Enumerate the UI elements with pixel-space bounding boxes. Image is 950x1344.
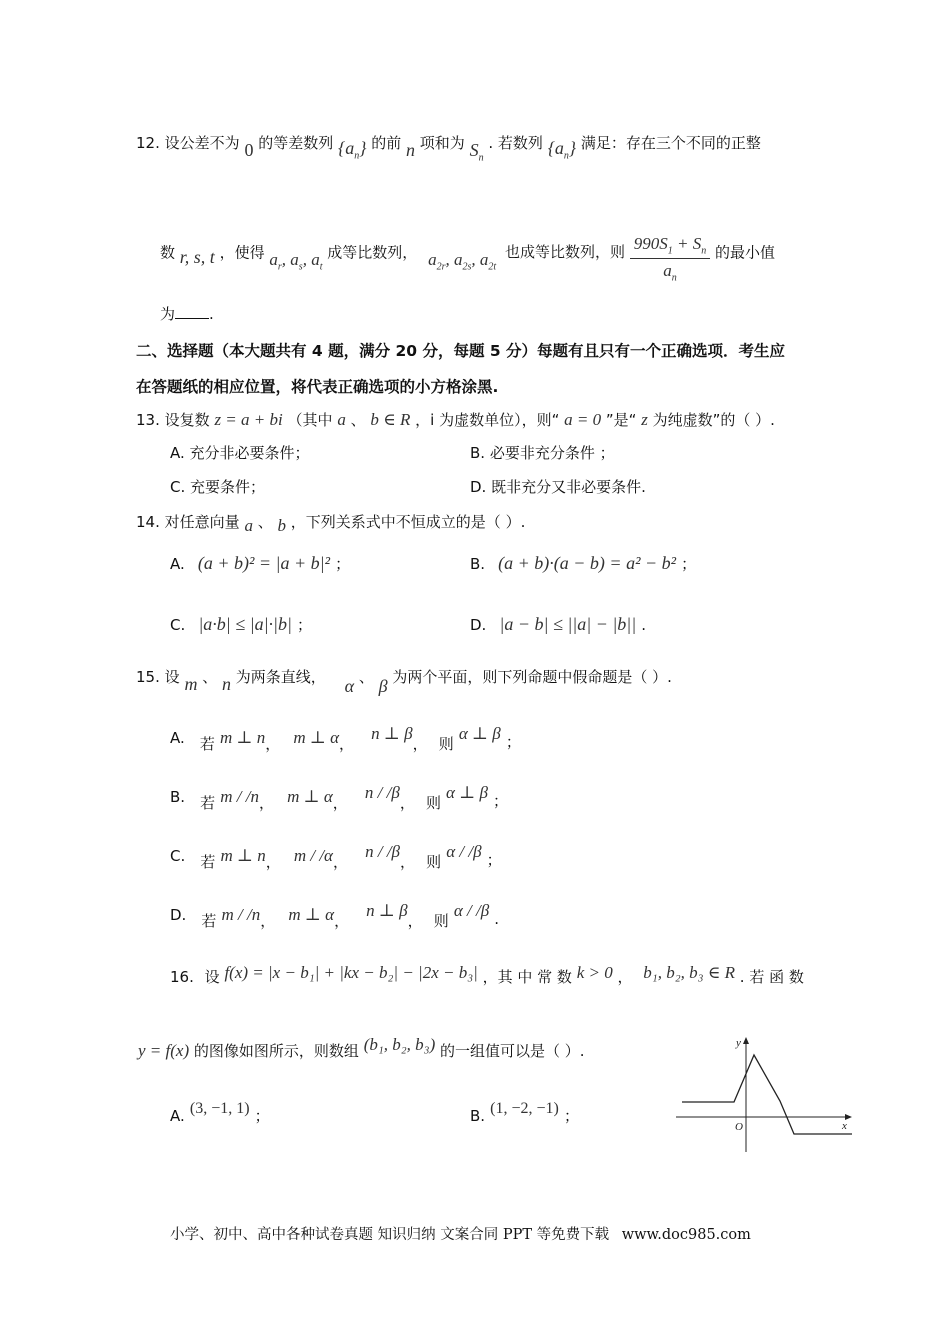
option-label: A. bbox=[170, 555, 185, 573]
function-curve bbox=[682, 1055, 852, 1134]
q16-stem-line1 bbox=[170, 963, 804, 987]
option-label: A. bbox=[170, 1107, 185, 1125]
option-math: α / /β bbox=[446, 842, 482, 861]
q16-number: 16. bbox=[170, 968, 194, 986]
option-label: B. bbox=[470, 1107, 486, 1125]
option-math: m ⊥ α bbox=[288, 905, 335, 924]
option-math: m / /n bbox=[221, 905, 261, 924]
q12-line2 bbox=[160, 228, 776, 284]
section-2-heading-line2: 在答题纸的相应位置，将代表正确选项的小方格涂黑. bbox=[136, 378, 499, 396]
option-end: ； bbox=[681, 555, 697, 573]
q14-option-a[interactable] bbox=[170, 553, 350, 574]
q16-option-a[interactable] bbox=[170, 1097, 270, 1125]
option-end: . bbox=[641, 616, 647, 634]
option-text: 则 bbox=[426, 853, 442, 871]
q15-number: 15. bbox=[136, 668, 160, 686]
q14-option-d[interactable] bbox=[470, 614, 646, 635]
q13-option-d[interactable]: D. 既非充分又非必要条件. bbox=[470, 478, 646, 496]
q16-text: . 若 函 数 bbox=[739, 968, 804, 986]
section-2-heading-line1: 二、选择题（本大题共有 4 题，满分 20 分，每题 5 分）每题有且只有一个正确选项．考生应 bbox=[136, 342, 786, 360]
option-label: A. bbox=[170, 729, 185, 747]
q12-math-an: $\{a_n\}$ bbox=[338, 138, 367, 162]
q12-text: ，使得 bbox=[219, 243, 265, 262]
option-comma: ， bbox=[332, 853, 348, 871]
option-end: ； bbox=[493, 792, 509, 810]
option-comma: ， bbox=[399, 794, 415, 812]
q12-math-an2: $\{a_n\}$ bbox=[547, 138, 577, 162]
q13-math-zz: z bbox=[641, 410, 648, 429]
q14-text: ，下列关系式中不恒成立的是（ ）. bbox=[290, 513, 526, 531]
option-math: m / /α bbox=[293, 846, 333, 865]
q14-option-c[interactable] bbox=[170, 614, 312, 635]
option-text: 则 bbox=[425, 794, 441, 812]
q13-math-a0: a = 0 bbox=[564, 410, 602, 429]
q16-math-k: k > 0 bbox=[576, 963, 613, 982]
q15-text: 为两条直线， bbox=[235, 668, 326, 686]
q16-option-b[interactable] bbox=[470, 1097, 579, 1125]
option-math: (1, −2, −1) bbox=[490, 1100, 559, 1117]
option-end: . bbox=[494, 910, 500, 928]
q12-number: 12. bbox=[136, 134, 160, 152]
q14-math-b: b bbox=[277, 516, 287, 535]
q15-text: 为两个平面，则下列命题中假命题是（ ）. bbox=[392, 668, 672, 686]
graph-origin-label: O bbox=[735, 1121, 743, 1133]
q15-option-a[interactable] bbox=[170, 724, 521, 753]
option-math: (a + b)·(a − b) = a² − b² bbox=[498, 553, 677, 573]
option-math: |a − b| ≤ ||a| − |b|| bbox=[499, 614, 637, 634]
q16-text: ， bbox=[617, 968, 633, 986]
option-end: ； bbox=[297, 616, 313, 634]
q16-math-f: f(x) = |x − b₁| + |kx − b₂| − |2x − b₃| bbox=[224, 963, 478, 982]
option-text: 若 bbox=[200, 853, 216, 871]
q16-math-tuple: (b₁, b₂, b₃) bbox=[363, 1035, 436, 1054]
option-math: (3, −1, 1) bbox=[189, 1100, 250, 1117]
q13-option-a[interactable]: A. 充分非必要条件； bbox=[170, 444, 310, 462]
option-end: ； bbox=[254, 1107, 270, 1125]
option-math: m ⊥ α bbox=[287, 787, 333, 806]
option-end: ； bbox=[563, 1107, 579, 1125]
q12-math-a2r-a2s-a2t: $a_{2r}$, $a_{2s}$, $a_{2t}$ bbox=[428, 250, 497, 273]
option-end: ； bbox=[486, 851, 502, 869]
q14-number: 14. bbox=[136, 513, 160, 531]
option-text: 若 bbox=[199, 735, 215, 753]
q15-stem bbox=[136, 666, 672, 696]
option-math: α ⊥ β bbox=[458, 724, 501, 743]
q12-text: 的前 bbox=[371, 134, 402, 152]
q12-line1 bbox=[136, 132, 761, 164]
q12-text: 数 bbox=[160, 243, 176, 262]
footer-url[interactable]: www.doc985.com bbox=[621, 1227, 751, 1243]
q12-text: 成等比数列， bbox=[327, 243, 418, 262]
option-end: ； bbox=[335, 555, 351, 573]
option-math: (a + b)² = |a + b|² bbox=[197, 553, 330, 573]
answer-blank[interactable] bbox=[175, 304, 209, 319]
option-comma: ， bbox=[407, 912, 423, 930]
option-label: D. bbox=[170, 906, 187, 924]
q16-stem-line2 bbox=[138, 1035, 585, 1061]
q16-text: 的一组值可以是（ ）. bbox=[440, 1042, 585, 1060]
q12-text: 也成等比数列，则 bbox=[504, 243, 625, 262]
q13-text: ”是“ bbox=[605, 411, 637, 429]
option-label: B. bbox=[470, 555, 486, 573]
q16-math-y: y = f(x) bbox=[138, 1041, 190, 1060]
option-math: n / /β bbox=[364, 783, 400, 802]
option-math: n / /β bbox=[365, 842, 401, 861]
q13-math-b: b ∈ R bbox=[370, 410, 411, 429]
option-end: ； bbox=[505, 733, 521, 751]
option-comma: ， bbox=[259, 794, 275, 812]
q12-math-n: n bbox=[406, 140, 415, 160]
option-math: α ⊥ β bbox=[446, 783, 488, 802]
q13-text: 设复数 bbox=[164, 411, 210, 429]
q12-text: 的等差数列 bbox=[258, 134, 334, 152]
option-math: m ⊥ n bbox=[220, 846, 266, 865]
q12-text: . bbox=[209, 305, 214, 323]
q14-text: 对任意向量 bbox=[164, 513, 240, 531]
q12-line3 bbox=[160, 303, 214, 324]
q15-math-m: m bbox=[184, 674, 198, 694]
q16-text: 设 bbox=[204, 968, 220, 986]
q15-text: 、 bbox=[358, 668, 374, 686]
q12-math-fraction: $\frac{990S_1 + S_n}{a_n}$ bbox=[630, 234, 710, 284]
q13-math-z: z = a + bi bbox=[214, 410, 283, 429]
graph-y-label: y bbox=[736, 1037, 741, 1049]
option-label: C. bbox=[170, 847, 186, 865]
footer-text: 小学、初中、高中各种试卷真题 知识归纳 文案合同 PPT 等免费下载 bbox=[170, 1227, 610, 1243]
q13-text: ，i 为虚数单位），则“ bbox=[415, 411, 560, 429]
y-axis-arrow bbox=[743, 1037, 749, 1044]
option-label: B. bbox=[170, 788, 186, 806]
q13-option-b[interactable]: B. 必要非充分条件 ； bbox=[470, 444, 615, 462]
q15-math-alpha: α bbox=[344, 676, 355, 696]
q13-stem bbox=[136, 409, 775, 430]
option-comma: ， bbox=[339, 735, 355, 753]
q14-math-a: a bbox=[244, 516, 253, 535]
q15-math-n: n bbox=[222, 674, 232, 694]
footer-advert bbox=[170, 1223, 751, 1244]
q13-text: 为纯虚数”的（ ）. bbox=[652, 411, 775, 429]
q14-option-b[interactable] bbox=[470, 553, 696, 574]
option-math: m ⊥ α bbox=[293, 728, 340, 747]
option-comma: ， bbox=[332, 794, 348, 812]
option-comma: ， bbox=[334, 912, 350, 930]
q13-text: （其中 bbox=[287, 411, 333, 429]
option-math: m ⊥ n bbox=[219, 728, 266, 747]
q16-math-b: b₁, b₂, b₃ ∈ R bbox=[643, 963, 735, 982]
option-text: 若 bbox=[200, 794, 216, 812]
option-math: m / /n bbox=[220, 787, 259, 806]
option-comma: ， bbox=[265, 735, 281, 753]
option-comma: ， bbox=[260, 912, 276, 930]
option-comma: ， bbox=[265, 853, 281, 871]
q12-text: 设公差不为 bbox=[164, 134, 240, 152]
q12-math-ar-as-at: $a_r$, $a_s$, $a_t$ bbox=[269, 250, 323, 273]
q12-text: 为 bbox=[160, 305, 176, 323]
option-math: n ⊥ β bbox=[371, 724, 413, 743]
option-comma: ， bbox=[412, 735, 428, 753]
q12-math-rst: r, s, t bbox=[179, 247, 215, 268]
option-text: 则 bbox=[438, 735, 454, 753]
option-comma: ， bbox=[400, 853, 416, 871]
q12-math-sn: $S_n$ bbox=[469, 140, 484, 164]
q12-text: . 若数列 bbox=[488, 134, 543, 152]
q15-math-beta: β bbox=[378, 676, 388, 696]
option-math: |a·b| ≤ |a|·|b| bbox=[198, 614, 292, 634]
option-text: 若 bbox=[201, 912, 217, 930]
option-math: n ⊥ β bbox=[366, 901, 408, 920]
q12-text: 的最小值 bbox=[715, 243, 776, 262]
q15-option-d[interactable] bbox=[170, 901, 500, 930]
q15-text: 、 bbox=[202, 668, 218, 686]
q16-text: 的图像如图所示，则数组 bbox=[193, 1042, 359, 1060]
option-label: D. bbox=[470, 616, 487, 634]
option-label: C. bbox=[170, 616, 186, 634]
q15-option-c[interactable] bbox=[170, 842, 502, 871]
q14-text: 、 bbox=[257, 513, 273, 531]
q15-option-b[interactable] bbox=[170, 783, 509, 812]
q15-text: 设 bbox=[164, 668, 180, 686]
graph-x-label: x bbox=[842, 1120, 847, 1132]
q13-number: 13. bbox=[136, 411, 160, 429]
q16-function-graph bbox=[676, 1034, 856, 1154]
q13-text: 、 bbox=[350, 411, 366, 429]
q13-math-a: a bbox=[337, 410, 346, 429]
q16-text: ，其 中 常 数 bbox=[482, 968, 572, 986]
option-text: 则 bbox=[433, 912, 449, 930]
q12-math-zero: 0 bbox=[244, 140, 254, 160]
q14-stem bbox=[136, 511, 526, 535]
q13-option-c[interactable]: C. 充要条件； bbox=[170, 478, 266, 496]
q12-text: 满足：存在三个不同的正整 bbox=[580, 134, 761, 152]
q12-text: 项和为 bbox=[419, 134, 465, 152]
option-math: α / /β bbox=[453, 901, 490, 920]
